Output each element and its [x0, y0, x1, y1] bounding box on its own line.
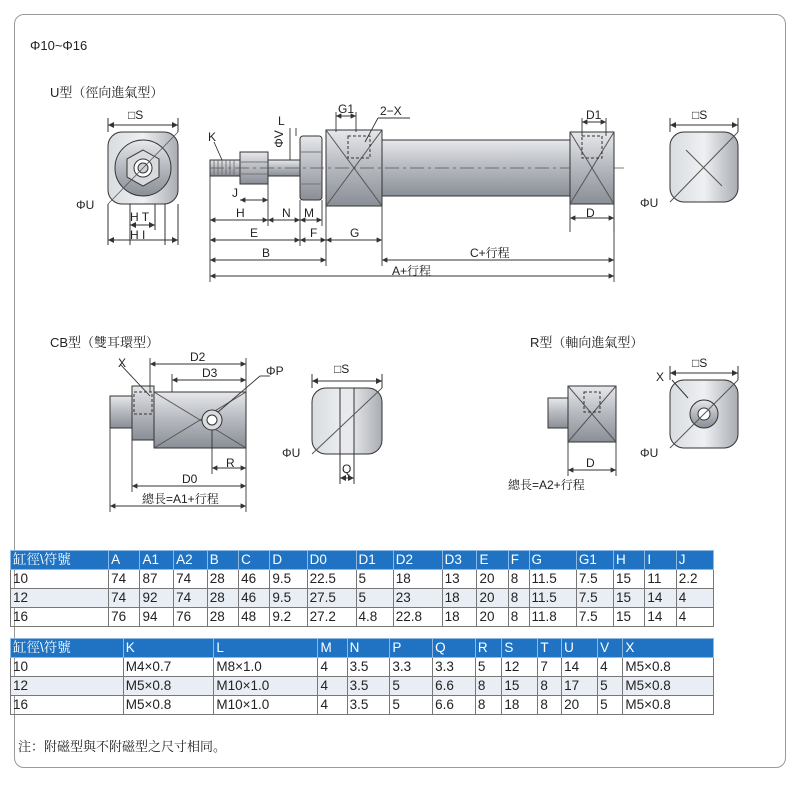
table-header-cell: G1	[576, 551, 613, 570]
dim-G1: G1	[338, 102, 355, 116]
dim-X-cb: X	[118, 356, 127, 370]
table-cell: M5×0.8	[623, 696, 714, 715]
dim-N: N	[282, 206, 291, 220]
dim-D-r: D	[586, 456, 595, 470]
r-type-end-view	[670, 366, 738, 448]
table-cell: 8	[508, 570, 529, 589]
dim-M: M	[304, 206, 314, 220]
table-cell: 5	[390, 677, 433, 696]
dim-total-A1: 總長=A1+行程	[142, 492, 219, 506]
dim-R: R	[226, 456, 235, 470]
table-cell: 6.6	[433, 696, 476, 715]
footnote: 注：附磁型與不附磁型之尺寸相同。	[18, 739, 227, 754]
table-cell: M8×1.0	[214, 658, 318, 677]
cb-type-title: CB型（雙耳環型）	[50, 335, 160, 350]
table-cell: 7.5	[576, 589, 613, 608]
table-header-cell: 缸徑\符號	[11, 551, 109, 570]
table-header-cell: D1	[356, 551, 393, 570]
table-cell: 23	[393, 589, 442, 608]
dim-D3: D3	[202, 366, 218, 380]
table-row	[11, 570, 714, 589]
table-cell: M4×0.7	[123, 658, 214, 677]
dim-S-cb: □S	[334, 362, 350, 376]
table-header-cell: C	[239, 551, 270, 570]
table-cell: 12	[11, 677, 124, 696]
table-cell: 20	[562, 696, 598, 715]
table-cell: 4.8	[356, 608, 393, 627]
u-type-title: U型（徑向進氣型）	[50, 85, 164, 100]
dim-total-A2: 總長=A2+行程	[508, 478, 585, 492]
dim-J: J	[232, 186, 238, 200]
table-cell: 74	[174, 570, 208, 589]
table-header-cell: D	[270, 551, 307, 570]
table-header-cell: D2	[393, 551, 442, 570]
dim-D1: D1	[586, 108, 602, 122]
table-header-cell: A2	[174, 551, 208, 570]
table-cell: 76	[174, 608, 208, 627]
dim-C: C+行程	[470, 246, 510, 260]
table-cell: 8	[538, 677, 562, 696]
table-cell: 12	[502, 658, 538, 677]
table-cell: 3.5	[347, 696, 390, 715]
dim-H: H	[236, 206, 245, 220]
table-header-cell: F	[508, 551, 529, 570]
table-cell: 5	[390, 696, 433, 715]
dim-E: E	[250, 226, 259, 240]
table-header-cell: J	[676, 551, 713, 570]
table-cell: 74	[174, 589, 208, 608]
table-cell: 5	[598, 677, 623, 696]
table-cell: 46	[239, 570, 270, 589]
table-cell: 87	[140, 570, 174, 589]
table-cell: 76	[109, 608, 140, 627]
table-cell: M5×0.8	[123, 696, 214, 715]
table-cell: 18	[393, 570, 442, 589]
table-cell: 8	[475, 696, 502, 715]
table-cell: 3.3	[390, 658, 433, 677]
table-header-cell: B	[207, 551, 238, 570]
table-cell: M10×1.0	[214, 696, 318, 715]
table-cell: 74	[109, 570, 140, 589]
table-cell: 17	[562, 677, 598, 696]
dim-U-r: ΦU	[640, 446, 659, 460]
table-header-cell: G	[529, 551, 576, 570]
table-header-cell: P	[390, 639, 433, 658]
table-cell: 18	[502, 696, 538, 715]
dim-X-r: X	[656, 370, 665, 384]
table-cell: 11.5	[529, 589, 576, 608]
table-cell: 22.5	[307, 570, 356, 589]
dim-B: B	[262, 246, 271, 260]
table-cell: 10	[11, 570, 109, 589]
table-cell: 16	[11, 696, 124, 715]
table-cell: 8	[475, 677, 502, 696]
table-cell: 20	[477, 589, 508, 608]
table-cell: 12	[11, 589, 109, 608]
table-cell: 28	[207, 589, 238, 608]
table-cell: 27.5	[307, 589, 356, 608]
table-cell: M5×0.8	[623, 658, 714, 677]
table-cell: 2.2	[676, 570, 713, 589]
table-cell: 14	[645, 608, 676, 627]
table-cell: 4	[318, 658, 347, 677]
table-header-cell: D0	[307, 551, 356, 570]
table-cell: 46	[239, 589, 270, 608]
table-cell: 14	[645, 589, 676, 608]
table-cell: M5×0.8	[623, 677, 714, 696]
table-cell: 4	[676, 589, 713, 608]
table-cell: 7.5	[576, 570, 613, 589]
dim-A: A+行程	[392, 264, 432, 278]
size-range: Φ10~Φ16	[30, 38, 88, 53]
table-header-cell: M	[318, 639, 347, 658]
dim-S-r: □S	[692, 356, 708, 370]
dim-HT: H T	[130, 210, 150, 224]
table-cell: M5×0.8	[123, 677, 214, 696]
table-cell: 16	[11, 608, 109, 627]
table-header-row	[11, 639, 714, 658]
table-header-cell: A1	[140, 551, 174, 570]
table-header-cell: R	[475, 639, 502, 658]
dim-K: K	[208, 130, 217, 144]
table-cell: 9.2	[270, 608, 307, 627]
u-type-end-view	[108, 118, 178, 245]
table-header-cell: E	[477, 551, 508, 570]
table-cell: 3.3	[433, 658, 476, 677]
table-cell: 13	[442, 570, 477, 589]
table-cell: 48	[239, 608, 270, 627]
table-row	[11, 677, 714, 696]
table-row	[11, 589, 714, 608]
table-cell: 8	[508, 608, 529, 627]
table-cell: 92	[140, 589, 174, 608]
table-header-cell: L	[214, 639, 318, 658]
table-cell: 22.8	[393, 608, 442, 627]
table-header-cell: X	[623, 639, 714, 658]
table-cell: 5	[598, 696, 623, 715]
table-cell: 20	[477, 608, 508, 627]
dim-S-rear: □S	[692, 108, 708, 122]
dim-S: □S	[128, 108, 144, 122]
table-header-cell: 缸徑\符號	[11, 639, 124, 658]
table-cell: 74	[109, 589, 140, 608]
table-cell: 3.5	[347, 677, 390, 696]
table-cell: 15	[502, 677, 538, 696]
r-type-title: R型（軸向進氣型）	[530, 335, 644, 350]
dim-U-rear: ΦU	[640, 196, 659, 210]
dim-U: ΦU	[76, 198, 95, 212]
dim-G: G	[350, 226, 360, 240]
table-header-cell: N	[347, 639, 390, 658]
table-cell: 4	[598, 658, 623, 677]
table-header-cell: Q	[433, 639, 476, 658]
table-header-cell: H	[614, 551, 645, 570]
r-type-side-view	[548, 386, 616, 442]
dim-D: D	[586, 206, 595, 220]
table-cell: 27.2	[307, 608, 356, 627]
table-cell: 7	[538, 658, 562, 677]
table-cell: 9.5	[270, 589, 307, 608]
table-cell: 5	[356, 589, 393, 608]
table-cell: 11	[645, 570, 676, 589]
table-header-cell: D3	[442, 551, 477, 570]
dim-F: F	[310, 226, 318, 240]
table-cell: 18	[442, 589, 477, 608]
dim-U-cb: ΦU	[282, 446, 301, 460]
table-cell: 20	[477, 570, 508, 589]
table-cell: 4	[676, 608, 713, 627]
dim-D2: D2	[190, 350, 206, 364]
table-header-cell: V	[598, 639, 623, 658]
table-header-row	[11, 551, 714, 570]
dim-V: ΦV	[271, 130, 286, 148]
dim-Q: Q	[342, 462, 352, 476]
table-row	[11, 658, 714, 677]
table-header-cell: T	[538, 639, 562, 658]
table-cell: 15	[614, 570, 645, 589]
table-cell: 11.8	[529, 608, 576, 627]
table-cell: 15	[614, 589, 645, 608]
table-cell: M10×1.0	[214, 677, 318, 696]
table-cell: 4	[318, 696, 347, 715]
dim-D0: D0	[182, 472, 198, 486]
table-cell: 14	[562, 658, 598, 677]
table-cell: 28	[207, 608, 238, 627]
table-cell: 11.5	[529, 570, 576, 589]
table-cell: 5	[356, 570, 393, 589]
cb-type-side-view	[110, 386, 246, 448]
u-type-dimension-lines	[210, 112, 614, 282]
table-cell: 18	[442, 608, 477, 627]
table-cell: 8	[538, 696, 562, 715]
table-header-cell: K	[123, 639, 214, 658]
spec-table-2	[10, 638, 714, 715]
spec-table-1	[10, 550, 714, 627]
table-cell: 8	[508, 589, 529, 608]
dim-HI: H I	[130, 228, 146, 242]
table-row	[11, 608, 714, 627]
table-cell: 3.5	[347, 658, 390, 677]
u-type-rear-view	[670, 118, 738, 202]
dim-P: ΦP	[266, 364, 284, 378]
table-cell: 15	[614, 608, 645, 627]
table-cell: 94	[140, 608, 174, 627]
table-cell: 7.5	[576, 608, 613, 627]
dim-2X: 2−X	[380, 104, 402, 118]
table-row	[11, 696, 714, 715]
table-cell: 4	[318, 677, 347, 696]
table-header-cell: S	[502, 639, 538, 658]
table-header-cell: U	[562, 639, 598, 658]
table-cell: 10	[11, 658, 124, 677]
table-header-cell: A	[109, 551, 140, 570]
table-cell: 5	[475, 658, 502, 677]
table-cell: 6.6	[433, 677, 476, 696]
table-cell: 9.5	[270, 570, 307, 589]
dim-L: L	[278, 114, 285, 128]
table-header-cell: I	[645, 551, 676, 570]
table-cell: 28	[207, 570, 238, 589]
